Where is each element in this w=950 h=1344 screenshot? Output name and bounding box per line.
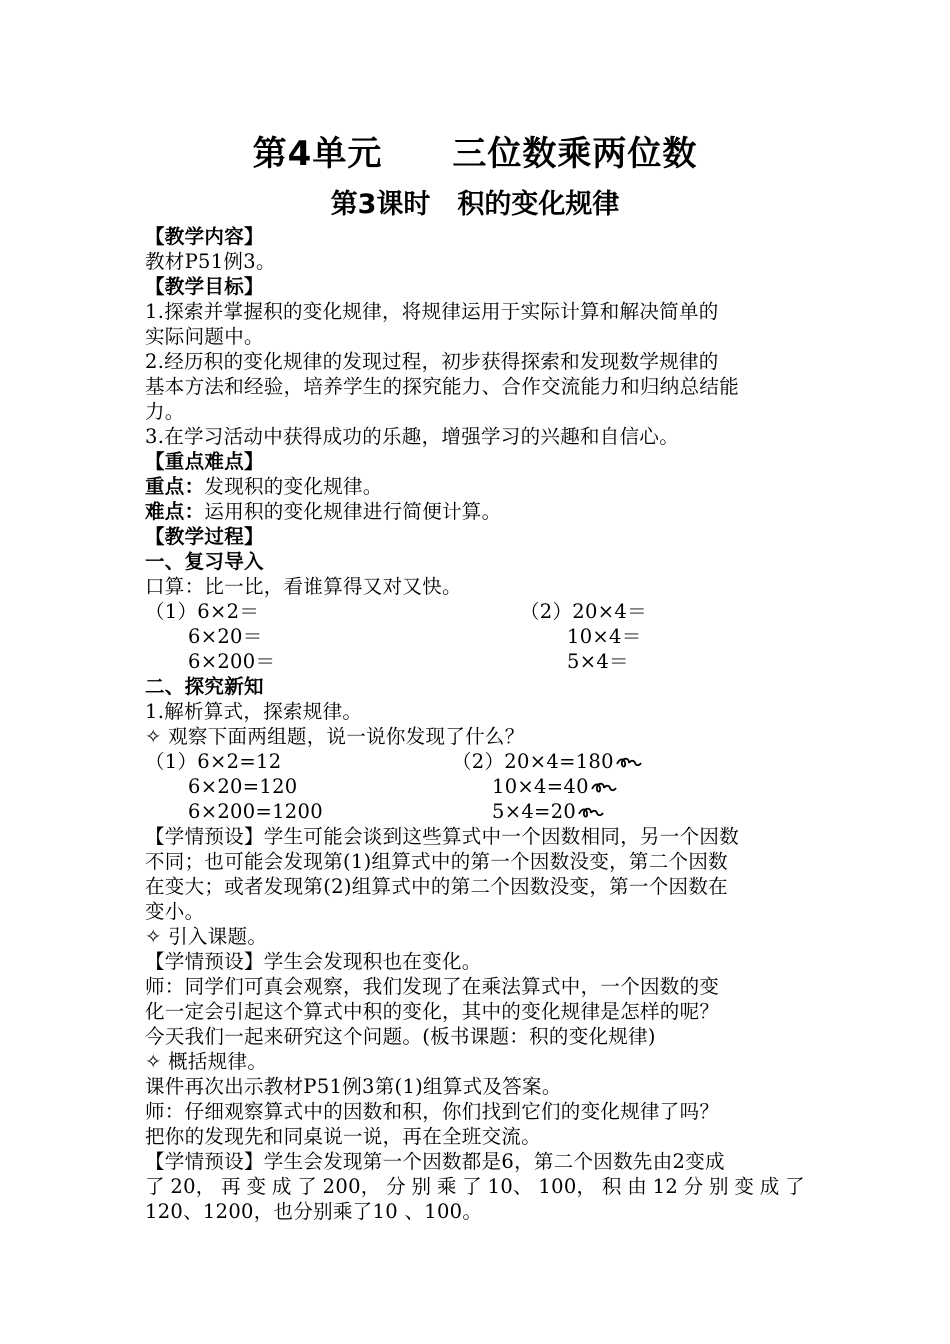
preset-1-line-1: 【学情预设】学生可能会谈到这些算式中一个因数相同，另一个因数 <box>145 825 740 848</box>
difficult-point-text: 运用积的变化规律进行简便计算。 <box>204 500 502 523</box>
oral-calc-prompt: 口算：比一比，看谁算得又对又快。 <box>145 575 462 598</box>
justified-word: 别 <box>709 1175 729 1198</box>
preset-1-line-3: 在变大；或者发现第(2)组算式中的第二个因数没变，第一个因数在 <box>145 875 728 898</box>
observe-prompt: ✧ 观察下面两组题，说一说你发现了什么？ <box>145 725 525 748</box>
justified-word: 再 <box>221 1175 241 1198</box>
question-1a: （1）6×2＝ <box>145 600 260 623</box>
preset-1-line-4: 变小。 <box>145 900 205 923</box>
goals-heading: 【教学目标】 <box>145 275 264 298</box>
justified-word: 成 <box>271 1175 292 1198</box>
question-2a: （2）20×4＝ <box>520 600 647 623</box>
justified-word: 了 <box>297 1175 318 1198</box>
teacher-2-line-2: 把你的发现先和同桌说一说，再在全班交流。 <box>145 1125 542 1148</box>
goal-1-line-2: 实际问题中。 <box>145 325 264 348</box>
content-text: 教材P51例3。 <box>145 250 276 273</box>
justified-word: 变 <box>734 1175 755 1198</box>
justified-word: 200， <box>322 1175 381 1198</box>
preset-1-line-2: 不同；也可能会发现第(1)组算式中的第一个因数没变，第二个因数 <box>145 850 728 873</box>
unit-title: 第4单元 三位数乘两位数 <box>252 134 698 174</box>
justified-word: 由 <box>627 1175 648 1198</box>
handwritten-flourish-icon <box>578 806 604 820</box>
goal-3: 3.在学习活动中获得成功的乐趣，增强学习的兴趣和自信心。 <box>145 425 680 448</box>
justified-word: 别 <box>411 1175 432 1198</box>
handwritten-flourish-icon <box>591 781 617 795</box>
preset-3-line-3: 120、1200，也分别乘了10 、100。 <box>145 1200 483 1223</box>
courseware-note: 课件再次出示教材P51例3第(1)组算式及答案。 <box>145 1075 562 1098</box>
answer-1a: （1）6×2=12 <box>145 750 282 773</box>
answer-1b: 6×20=120 <box>188 775 298 798</box>
preset-3-line-1: 【学情预设】学生会发现第一个因数都是6，第二个因数先由2变成 <box>145 1150 725 1173</box>
teacher-2-line-1: 师：仔细观察算式中的因数和积，你们找到它们的变化规律了吗？ <box>145 1100 720 1123</box>
preset-3-line-2 <box>145 1174 805 1199</box>
question-2b: 10×4＝ <box>567 625 642 648</box>
justified-word: 20， <box>170 1175 216 1198</box>
justified-word: 10、 <box>487 1175 533 1198</box>
content-heading: 【教学内容】 <box>145 225 264 248</box>
part-1-heading: 一、复习导入 <box>145 550 264 573</box>
difficult-point-label: 难点： <box>145 500 205 523</box>
goal-1-line-1: 1.探索并掌握积的变化规律，将规律运用于实际计算和解决简单的 <box>145 300 719 323</box>
teacher-1-line-1: 师：同学们可真会观察，我们发现了在乘法算式中，一个因数的变 <box>145 975 720 998</box>
summary-rule: ✧ 概括规律。 <box>145 1050 268 1073</box>
key-points-heading: 【重点难点】 <box>145 450 264 473</box>
justified-word: 了 <box>785 1175 805 1198</box>
justified-word: 成 <box>759 1175 780 1198</box>
justified-word: 变 <box>246 1175 267 1198</box>
handwritten-flourish-icon <box>616 756 642 770</box>
teacher-1-line-3: 今天我们一起来研究这个问题。(板书课题：积的变化规律) <box>145 1025 656 1048</box>
justified-word: 了 <box>145 1175 165 1198</box>
part-2-heading: 二、探究新知 <box>145 675 264 698</box>
answer-2a: （2）20×4=180 <box>452 750 614 773</box>
key-point-label: 重点： <box>145 475 205 498</box>
answer-2a-line <box>452 749 642 774</box>
goal-2-line-3: 力。 <box>145 400 185 423</box>
justified-word: 分 <box>683 1175 704 1198</box>
goal-2-line-2: 基本方法和经验，培养学生的探究能力、合作交流能力和归纳总结能 <box>145 375 740 398</box>
justified-word: 积 <box>601 1175 622 1198</box>
question-2c: 5×4＝ <box>567 650 629 673</box>
answer-1c: 6×200=1200 <box>188 800 323 823</box>
lesson-title: 第3课时 积的变化规律 <box>330 189 620 220</box>
answer-2b-line <box>492 774 617 799</box>
teacher-1-line-2: 化一定会引起这个算式中积的变化，其中的变化规律是怎样的呢？ <box>145 1000 720 1023</box>
justified-word: 乘 <box>436 1175 457 1198</box>
key-point-text: 发现积的变化规律。 <box>204 475 383 498</box>
justified-word: 分 <box>386 1175 406 1198</box>
answer-2b: 10×4=40 <box>492 775 589 798</box>
justified-word: 12 <box>652 1175 679 1198</box>
answer-2c: 5×4=20 <box>492 800 577 823</box>
difficult-point-line <box>145 499 501 524</box>
step-1: 1.解析算式，探索规律。 <box>145 700 363 723</box>
question-1b: 6×20＝ <box>188 625 263 648</box>
intro-topic: ✧ 引入课题。 <box>145 925 268 948</box>
key-point-line <box>145 474 383 499</box>
question-1c: 6×200＝ <box>188 650 276 673</box>
justified-word: 了 <box>462 1175 483 1198</box>
answer-2c-line <box>492 799 604 824</box>
process-heading: 【教学过程】 <box>145 525 264 548</box>
preset-2: 【学情预设】学生会发现积也在变化。 <box>145 950 482 973</box>
goal-2-line-1: 2.经历积的变化规律的发现过程，初步获得探索和发现数学规律的 <box>145 350 719 373</box>
justified-word: 100， <box>538 1175 597 1198</box>
